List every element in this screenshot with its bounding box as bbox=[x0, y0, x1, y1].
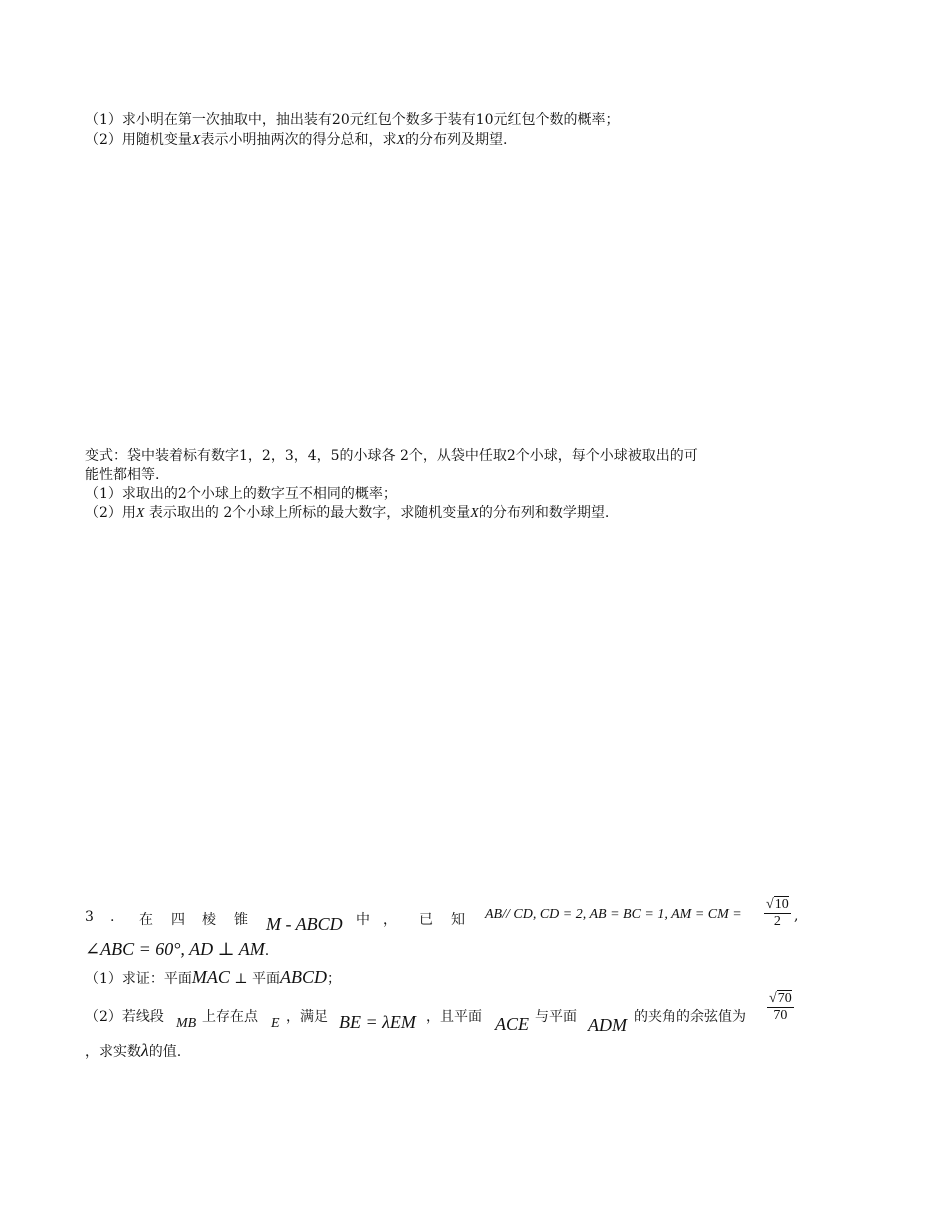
q3-point-e: E bbox=[271, 1016, 280, 1031]
q2-var-x: X bbox=[191, 133, 201, 148]
q3-part2-text-b: 上存在点 bbox=[202, 1009, 258, 1025]
q3-pyramid-name: M - ABCD bbox=[266, 914, 343, 934]
q3-frac-numerator: 10 bbox=[774, 897, 789, 912]
variant-line1-text: 变式：袋中装着标有数字1，2，3，4，5的小球各 2个，从袋中任取2个小球，每个小球被取出的可 bbox=[85, 448, 698, 464]
variant-part1 bbox=[85, 485, 397, 504]
q3-word-4: 锥 bbox=[234, 912, 248, 928]
q3-part2-text-d: ，且平面 bbox=[426, 1009, 482, 1025]
q3-part1-text-c: ； bbox=[327, 971, 341, 987]
q3-plane-abcd: ABCD bbox=[280, 967, 327, 987]
q2-var-x2: X bbox=[396, 133, 406, 148]
q2-part1-text: （1）求小明在第一次抽取中，抽出装有20元红包个数多于装有10元红包个数的概率； bbox=[85, 112, 620, 128]
q3-frac2-numerator: 70 bbox=[777, 991, 792, 1006]
q3-part2-text-c: ，满足 bbox=[286, 1009, 328, 1025]
q3-part2-last-text-a: ，求实数 bbox=[85, 1044, 141, 1060]
variant-line1 bbox=[85, 447, 698, 466]
q3-plane-ace: ACE bbox=[495, 1014, 529, 1034]
q3-part2-text-e: 与平面 bbox=[535, 1009, 577, 1025]
q3-frac2-denominator: 70 bbox=[773, 1008, 788, 1023]
q3-angle-condition: ∠ABC = 60°, AD ⊥ AM bbox=[85, 939, 265, 959]
q3-comma: ， bbox=[383, 912, 397, 928]
variant-part1-text: （1）求取出的2个小球上的数字互不相同的概率； bbox=[85, 486, 397, 502]
q3-part1-text-b: ⊥ 平面 bbox=[229, 971, 280, 987]
variant-part2 bbox=[85, 504, 609, 523]
q3-word-5: 已 bbox=[419, 912, 433, 928]
q3-segment-mb: MB bbox=[176, 1016, 197, 1031]
variant-part2-text-a: （2）用 bbox=[85, 505, 136, 521]
q3-plane-adm: ADM bbox=[588, 1015, 627, 1035]
q3-dot: . bbox=[110, 909, 115, 925]
variant-var-x: X bbox=[135, 506, 145, 521]
q3-number: 3 bbox=[85, 909, 94, 925]
q3-zhong: 中 bbox=[356, 912, 370, 928]
q3-word-1: 在 bbox=[139, 912, 153, 928]
q3-line2-period: . bbox=[264, 943, 270, 959]
q3-given-conditions: AB// CD, CD = 2, AB = BC = 1, AM = CM = bbox=[485, 907, 742, 922]
q3-plane-mac: MAC bbox=[191, 967, 230, 987]
q3-part2-text-f: 的夹角的余弦值为 bbox=[634, 1009, 746, 1025]
q3-frac-denominator: 2 bbox=[773, 914, 781, 929]
q2-part2-text-a: （2）用随机变量 bbox=[85, 132, 192, 148]
q2-part2-text-b: 表示小明抽两次的得分总和，求 bbox=[200, 132, 397, 148]
q3-word-6: 知 bbox=[451, 912, 465, 928]
q3-ratio-condition: BE = λEM bbox=[339, 1012, 416, 1032]
q3-part2-last-text-b: 的值. bbox=[148, 1044, 182, 1060]
q3-part1 bbox=[85, 968, 341, 989]
variant-line2 bbox=[85, 466, 159, 485]
q3-word-3: 棱 bbox=[202, 912, 216, 928]
q3-part1-text-a: （1）求证：平面 bbox=[85, 971, 192, 987]
q3-fraction-sqrt10-over-2: $\frac{√10}{2}$ bbox=[766, 897, 789, 929]
q2-part2-text-c: 的分布列及期望. bbox=[405, 132, 508, 148]
q3-lambda: λ bbox=[141, 1040, 149, 1060]
q3-fraction-sqrt70-over-70: $\frac{√70}{70}$ bbox=[769, 991, 792, 1023]
variant-line2-text: 能性都相等. bbox=[85, 467, 160, 483]
variant-var-x2: X bbox=[470, 506, 479, 521]
q2-part2 bbox=[85, 131, 508, 150]
q3-part2-text-a: （2）若线段 bbox=[85, 1009, 164, 1025]
q3-part2-last bbox=[85, 1041, 181, 1062]
q3-word-2: 四 bbox=[171, 912, 185, 928]
variant-part2-text-c: 的分布列和数学期望. bbox=[478, 505, 610, 521]
variant-part2-text-b: 表示取出的 2个小球上所标的最大数字，求随机变量 bbox=[144, 505, 471, 521]
q3-line2 bbox=[85, 940, 269, 961]
q2-part1 bbox=[85, 111, 620, 130]
q3-given-tail: , bbox=[794, 908, 799, 924]
